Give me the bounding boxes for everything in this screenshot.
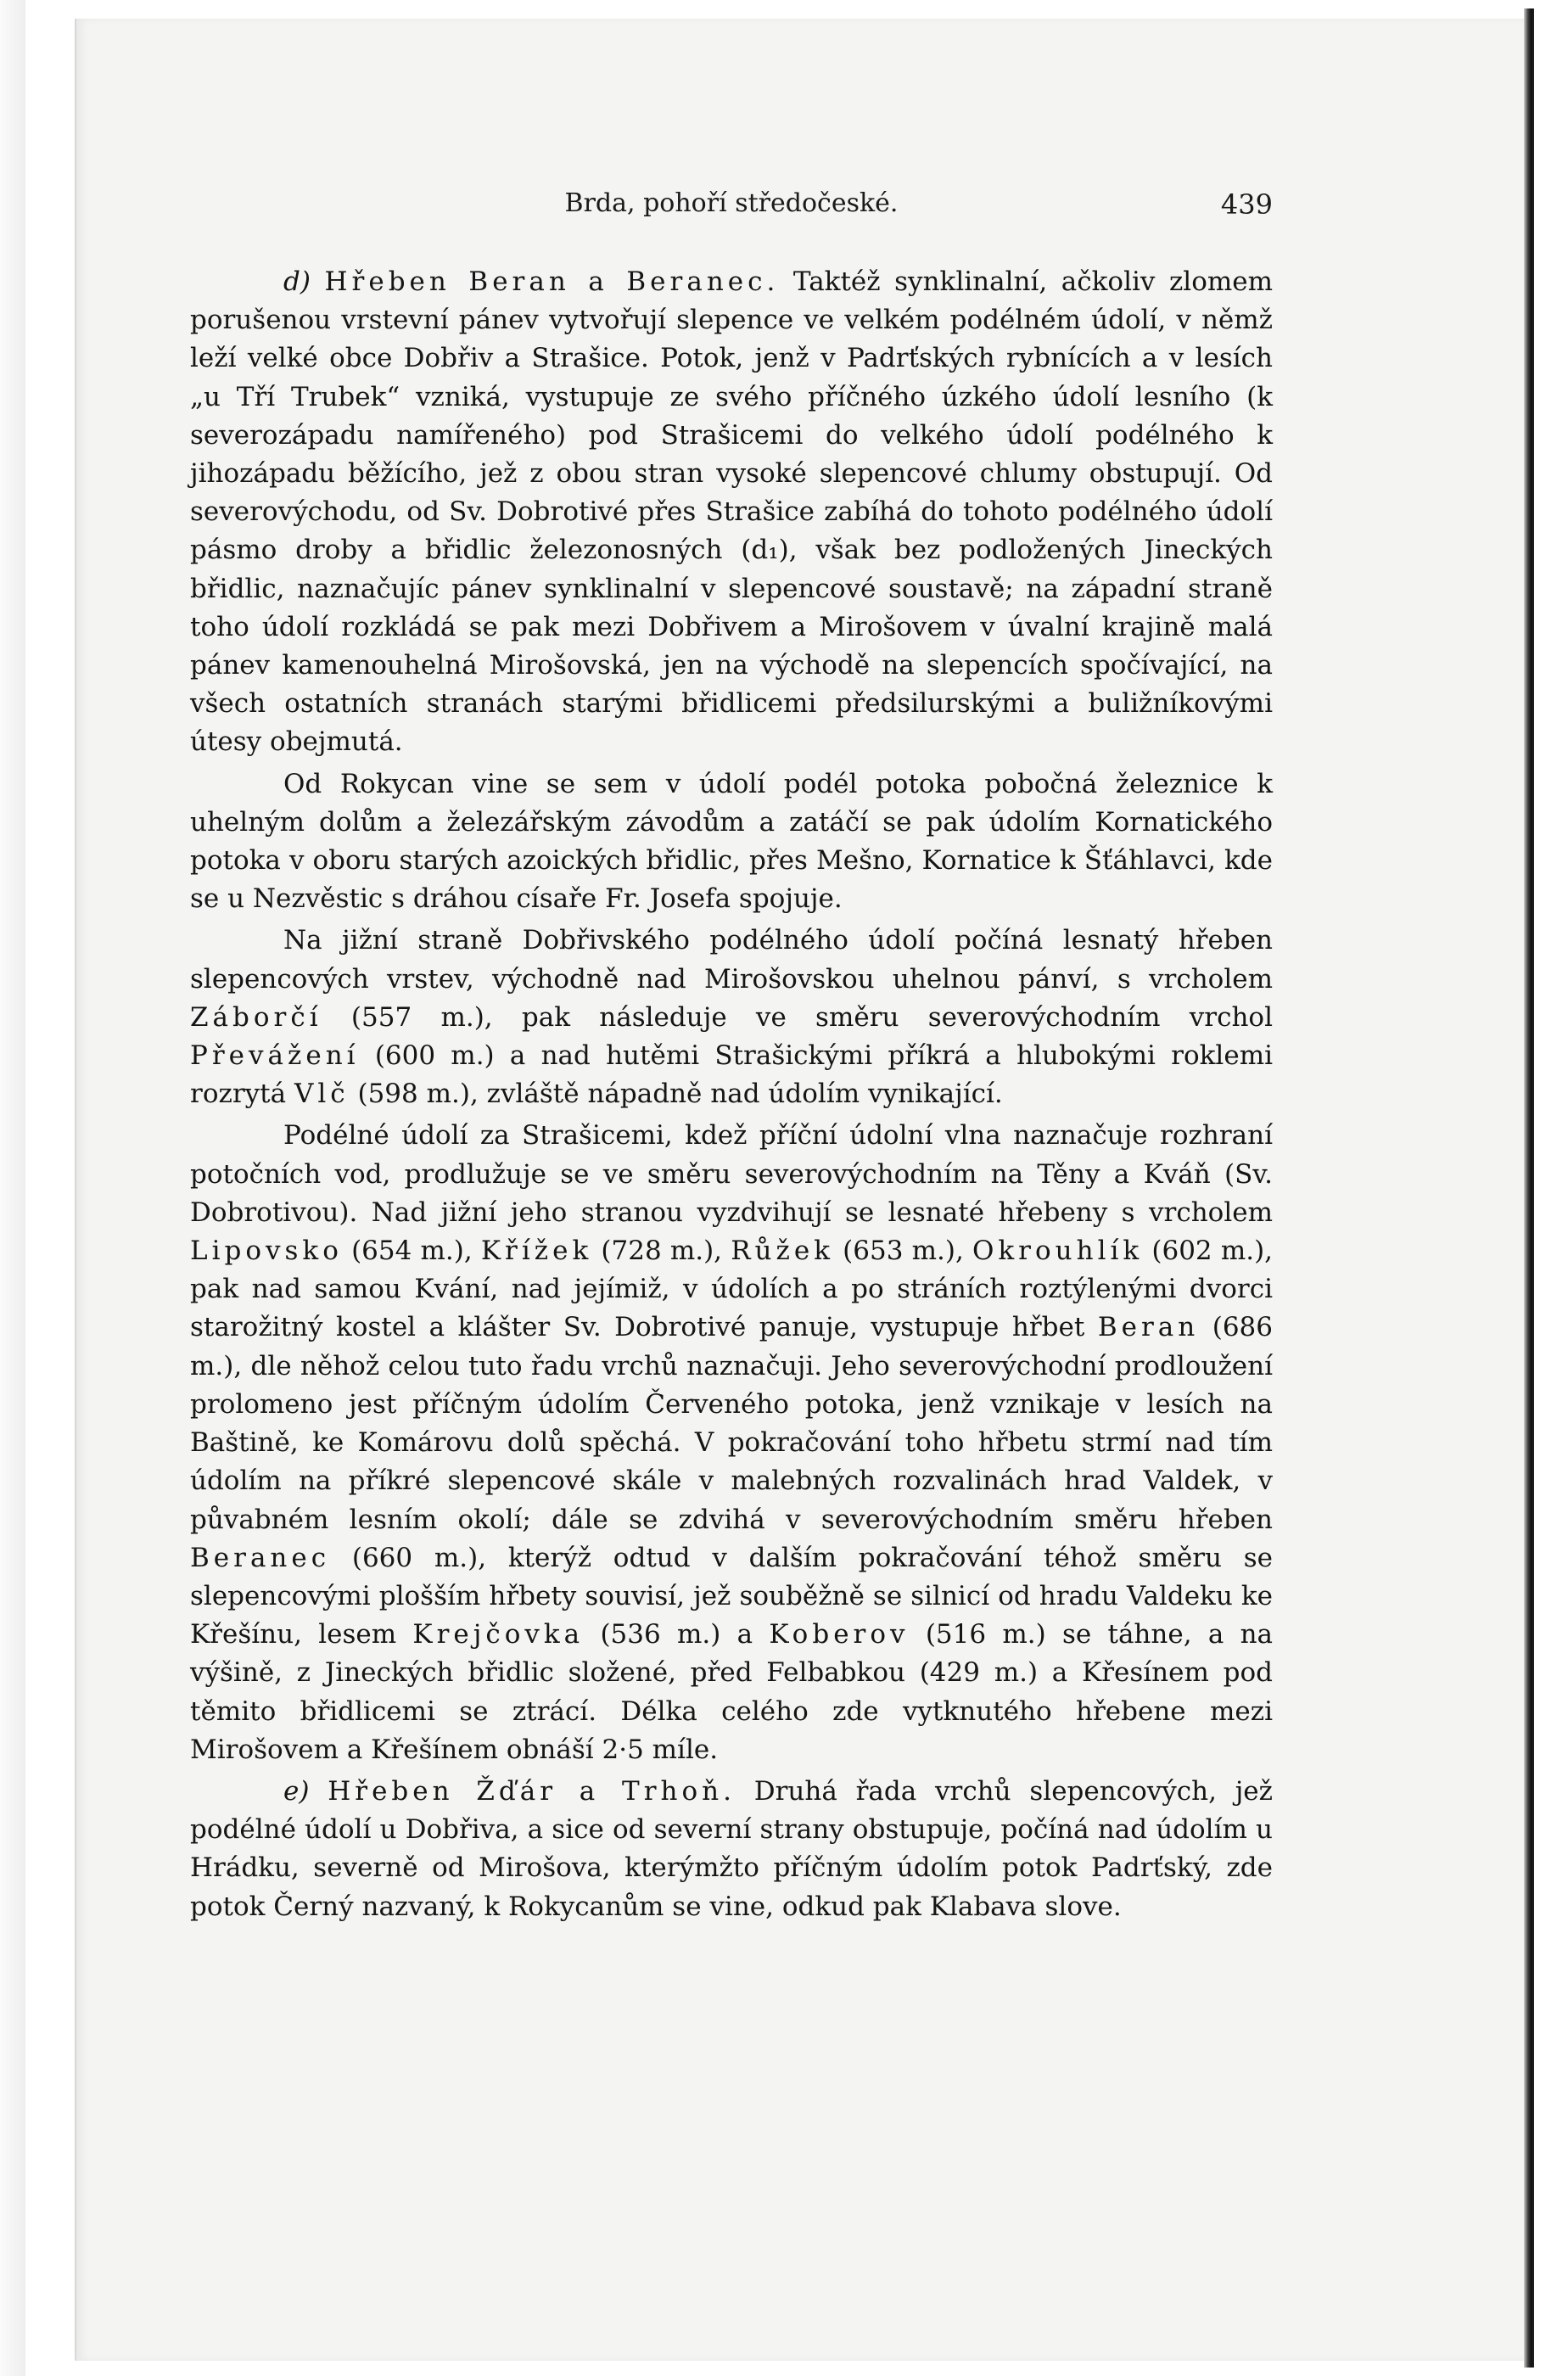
adjacent-page-edge [0,0,25,2376]
running-title: Brda, pohoří středočeské. [564,188,899,218]
paragraph-text: (686 m.), dle něhož celou tuto řadu vrchů naznačuji. Jeho severovýchodní prodloužení prolomeno jest příčným údolím Červeného potoka, jenž vznikaje v lesích na Baštině, ke Komárovu dolů spěchá. V pokračování toho hřbetu strmí nad tím údolím na příkré slepencové skále v malebných rozvalinách hrad Valdek, v půvabném lesním okolí; dále se zdvihá v severovýchodním směru hřeben [190,1312,1273,1535]
paragraph-text: Od Rokycan vine se sem v údolí podél potoka pobočná železnice k uhelným dolům a železářským závodům a zatáčí se pak údolím Kornatického potoka v oboru starých azoických břidlic, přes Mešno, Kornatice k Šťáhlavci, kde se u Nezvěstic s dráhou císaře Fr. Josefa spojuje. [190,768,1273,915]
paragraph-railway [190,765,1273,919]
paragraph-text: (536 m.) a [600,1619,753,1650]
paragraph-text: (602 m.), pak nad samou Kvání, nad jejímiž, v údolích a po stráních roztýlenými dvorci starožitný kostel a klášter Sv. Dobrotivé panuje, vystupuje hřbet [190,1236,1274,1343]
paragraph-d-intro [190,263,1273,762]
paragraph-text: Druhá řada vrchů slepencových, jež podélné údolí u Dobřiva, a sice od severní strany obstupuje, počíná nad údolím u Hrádku, severně od Mirošova, kterýmžto příčným údolím potok Padrťský, zde potok Černý nazvaný, k Rokycanům se vine, odkud pak Klabava slove. [190,1775,1273,1922]
body-text [190,263,1273,1930]
paragraph-text: Podélné údolí za Strašicemi, kdež příční údolní vlna naznačuje rozhraní potočních vod, prodlužuje se ve směru severovýchodním na Těny a Kváň (Sv. Dobrotivou). Nad jižní jeho stranou vyzdvihují se lesnaté hřebeny s vrcholem [190,1120,1273,1228]
section-label-e: e) [283,1775,310,1807]
paragraph-south-ridge [190,922,1273,1113]
paragraph-text: (557 m.), pak následuje ve směru severovýchodním vrchol [350,1001,1274,1033]
paragraph-e-intro [190,1773,1273,1926]
peak-name: Křížek [480,1236,593,1267]
paragraph-text: (598 m.), zvláště nápadně nad údolím vynikající. [357,1079,1003,1110]
peak-name: Beran [1097,1312,1200,1343]
paragraph-text: (660 m.), kterýž odtud v dalším pokračování téhož směru se slepencovými plošším hřbety souvisí, jež souběžně se silnicí od hradu Valdeku ke Křešínu, lesem [190,1542,1273,1650]
peak-name: Lipovsko [190,1236,343,1267]
paragraph-text: Na jižní straně Dobřivského podélného údolí počíná lesnatý hřeben slepencových vrstev, východně nad Mirošovskou uhelnou pánví, s vrcholem [190,925,1273,995]
section-label-d: d) [283,266,311,297]
paragraph-text: (516 m.) se táhne, a na výšině, z Jineckých břidlic složené, před Felbabkou (429 m.) a Křesínem pod těmito břidlicemi se ztrácí. Délka celého zde vytknutého hřebene mezi Mirošovem a Křešínem obnáší 2·5 míle. [190,1619,1274,1765]
section-heading-e: Hřeben Žďár a Trhoň. [328,1775,736,1807]
page-header [190,188,1273,222]
peak-name: Beranec [190,1542,331,1573]
paragraph-text: (728 m.), [601,1236,723,1267]
paragraph-text: (653 m.), [843,1236,964,1267]
peak-name: Záborčí [190,1001,322,1033]
paragraph-text: (600 m.) a nad hutěmi Strašickými příkrá a hlubokými roklemi rozrytá [190,1040,1274,1110]
book-binding-edge [1524,8,1534,2368]
page-number: 439 [1220,188,1273,221]
peak-name: Koberov [769,1619,910,1650]
peak-name: Převážení [190,1040,360,1072]
peak-name: Vlč [294,1079,350,1110]
paragraph-valley [190,1117,1273,1768]
section-heading-d: Hřeben Beran a Beranec. [324,266,780,297]
peak-name: Okrouhlík [972,1236,1144,1267]
peak-name: Růžek [731,1236,834,1267]
paragraph-text: (654 m.), [351,1236,473,1267]
paragraph-text: Taktéž synklinalní, ačkoliv zlomem porušenou vrstevní pánev vytvořují slepence ve velkém podélném údolí, v němž leží velké obce Dobřiv a Strašice. Potok, jenž v Padrťských rybnících a v lesích „u Tří Trubek“ vzniká, vystupuje ze svého příčného úzkého údolí lesního (k severozápadu namířeného) pod Strašicemi do velkého údolí podélného k jihozápadu běžícího, jež z obou stran vysoké slepencové chlumy obstupují. Od severovýchodu, od Sv. Dobrotivé přes Strašice zabíhá do tohoto podélného údolí pásmo droby a břidlic železonosných (d₁), však bez podložených Jineckých břidlic, naznačujíc pánev synklinalní v slepencové soustavě; na západní straně toho údolí rozkládá se pak mezi Dobřivem a Mirošovem v úvalní krajině malá pánev kamenouhelná Mirošovská, jen na východě na slepencích spočívající, na všech ostatních stranách starými břidlicemi předsilurskými a buližníkovými útesy obejmutá. [190,266,1274,758]
peak-name: Krejčovka [412,1619,585,1650]
